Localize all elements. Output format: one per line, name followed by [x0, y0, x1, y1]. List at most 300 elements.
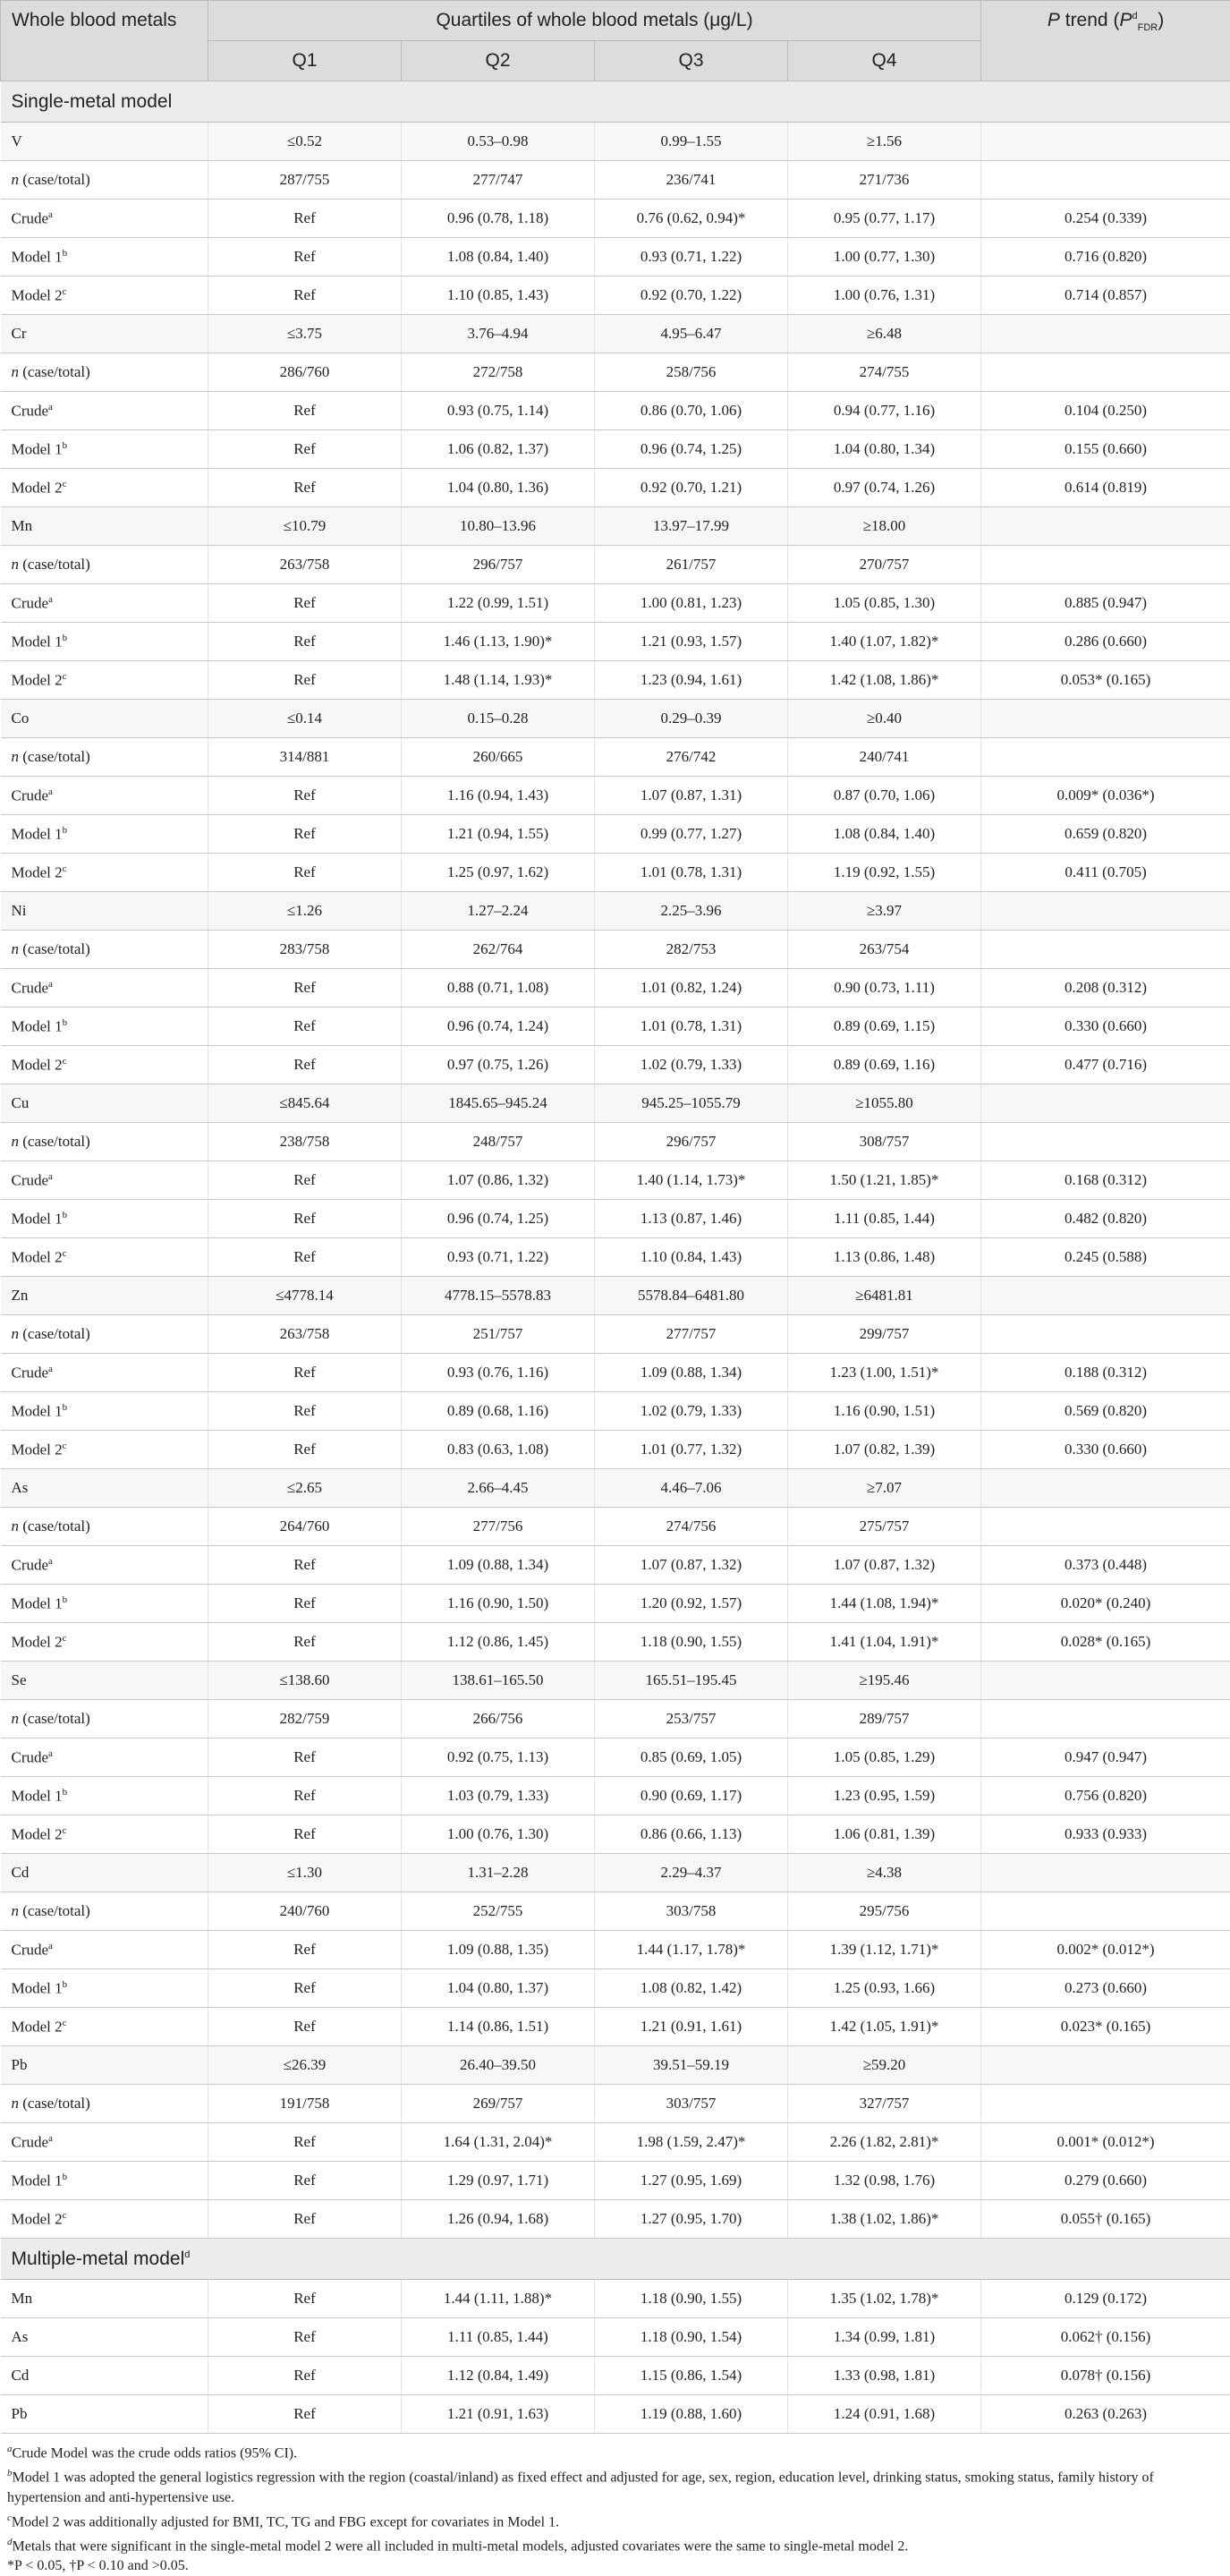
- model-1-row: [1, 1585, 1230, 1623]
- case-total-row: [1, 1315, 1230, 1354]
- odds-ratio-value: 1.34 (0.99, 1.81): [788, 2318, 981, 2357]
- p-trend-value: 0.188 (0.312): [981, 1354, 1230, 1392]
- crude-label: [1, 969, 208, 1007]
- odds-ratio-value: 1.20 (0.92, 1.57): [595, 1585, 788, 1623]
- case-total-label-text: n: [12, 1325, 20, 1342]
- odds-ratio-value: 0.95 (0.77, 1.17): [788, 200, 981, 238]
- quartile-range: ≤1.30: [208, 1854, 402, 1892]
- metal-row-se: [1, 1662, 1230, 1700]
- odds-ratio-value: 1.08 (0.82, 1.42): [595, 1969, 788, 2008]
- odds-ratio-value: 1.13 (0.86, 1.48): [788, 1238, 981, 1277]
- crude-label: [1, 1354, 208, 1392]
- case-total-value: 287/755: [208, 161, 402, 200]
- quartile-range: ≤138.60: [208, 1662, 402, 1700]
- p-trend-value: 0.254 (0.339): [981, 200, 1230, 238]
- p-trend-value: 0.023* (0.165): [981, 2008, 1230, 2046]
- metal-name: Co: [1, 700, 208, 738]
- model-1-label-text: Model 1: [12, 825, 63, 842]
- p-trend-value: 0.104 (0.250): [981, 392, 1230, 430]
- multi-metal-row-cd: [1, 2357, 1230, 2395]
- model-1-label-footnote-mark: b: [63, 1594, 68, 1605]
- odds-ratio-value: 1.02 (0.79, 1.33): [595, 1392, 788, 1431]
- p-trend-value: 0.373 (0.448): [981, 1546, 1230, 1585]
- case-total-value: 271/736: [788, 161, 981, 200]
- odds-ratio-value: 1.23 (0.95, 1.59): [788, 1777, 981, 1815]
- crude-label-text: Crude: [12, 786, 49, 803]
- odds-ratio-value: Ref: [208, 1046, 402, 1084]
- odds-ratio-value: 1.16 (0.94, 1.43): [402, 777, 595, 815]
- model-2-label-footnote-mark: c: [63, 1441, 67, 1451]
- case-total-value: 296/757: [595, 1123, 788, 1161]
- model-1-label-text: Model 1: [12, 248, 63, 265]
- crude-label: [1, 1931, 208, 1969]
- model-2-row: [1, 2200, 1230, 2239]
- model-2-row: [1, 1238, 1230, 1277]
- quartile-range: 10.80–13.96: [402, 507, 595, 546]
- empty-cell: [981, 546, 1230, 584]
- quartile-range: ≤0.14: [208, 700, 402, 738]
- metal-name: Pb: [1, 2046, 208, 2085]
- quartile-range: ≥7.07: [788, 1469, 981, 1508]
- odds-ratio-value: 1.04 (0.80, 1.36): [402, 469, 595, 507]
- header-q1: Q1: [208, 41, 402, 81]
- odds-ratio-value: 1.40 (1.07, 1.82)*: [788, 623, 981, 661]
- empty-cell: [981, 1854, 1230, 1892]
- case-total-value: 191/758: [208, 2085, 402, 2123]
- odds-ratio-value: 1.27 (0.95, 1.70): [595, 2200, 788, 2239]
- quartile-range: 138.61–165.50: [402, 1662, 595, 1700]
- case-total-label: [1, 1892, 208, 1931]
- odds-ratio-value: 0.92 (0.70, 1.21): [595, 469, 788, 507]
- case-total-value: 289/757: [788, 1700, 981, 1739]
- case-total-value: 274/755: [788, 353, 981, 392]
- odds-ratio-value: 1.42 (1.08, 1.86)*: [788, 661, 981, 700]
- model-2-row: [1, 661, 1230, 700]
- model-2-label: [1, 1623, 208, 1662]
- crude-row: [1, 2123, 1230, 2162]
- odds-ratio-value: 1.00 (0.77, 1.30): [788, 238, 981, 276]
- odds-ratio-value: 1.41 (1.04, 1.91)*: [788, 1623, 981, 1662]
- case-total-value: 295/756: [788, 1892, 981, 1931]
- model-2-label: [1, 854, 208, 892]
- table-body: [1, 81, 1230, 2434]
- case-total-row: [1, 1508, 1230, 1546]
- odds-ratio-value: 1.21 (0.91, 1.61): [595, 2008, 788, 2046]
- quartile-range: ≥4.38: [788, 1854, 981, 1892]
- model-1-label-footnote-mark: b: [63, 2172, 68, 2182]
- case-total-value: 270/757: [788, 546, 981, 584]
- case-total-row: [1, 1123, 1230, 1161]
- model-1-label: [1, 1200, 208, 1238]
- odds-ratio-value: Ref: [208, 200, 402, 238]
- model-1-label-footnote-mark: b: [63, 248, 68, 259]
- model-1-label-footnote-mark: b: [63, 825, 68, 836]
- case-total-value: 264/760: [208, 1508, 402, 1546]
- quartile-range: ≤1.26: [208, 892, 402, 931]
- crude-row: [1, 1354, 1230, 1392]
- header-quartiles: Quartiles of whole blood metals (μg/L): [208, 1, 981, 41]
- model-1-label-footnote-mark: b: [63, 1017, 68, 1028]
- model-1-label-footnote-mark: b: [63, 633, 68, 643]
- crude-label-text: Crude: [12, 209, 49, 226]
- metal-row-co: [1, 700, 1230, 738]
- crude-label-footnote-mark: a: [48, 1941, 53, 1951]
- model-2-row: [1, 1815, 1230, 1854]
- header-q4: Q4: [788, 41, 981, 81]
- odds-ratio-value: 1.22 (0.99, 1.51): [402, 584, 595, 623]
- case-total-label-suffix: (case/total): [19, 556, 90, 573]
- metal-name: Pb: [1, 2395, 208, 2434]
- crude-label-text: Crude: [12, 594, 49, 611]
- empty-cell: [981, 2085, 1230, 2123]
- crude-label: [1, 1161, 208, 1200]
- odds-ratio-value: 0.96 (0.78, 1.18): [402, 200, 595, 238]
- crude-label: [1, 777, 208, 815]
- empty-cell: [981, 1892, 1230, 1931]
- footnote: [7, 2532, 1223, 2556]
- crude-label-text: Crude: [12, 1748, 49, 1765]
- odds-ratio-value: Ref: [208, 1238, 402, 1277]
- model-2-label-footnote-mark: c: [63, 863, 67, 874]
- model-2-label-text: Model 2: [12, 1056, 63, 1073]
- header-q3: Q3: [595, 41, 788, 81]
- case-total-value: 240/760: [208, 1892, 402, 1931]
- case-total-value: 308/757: [788, 1123, 981, 1161]
- quartile-range: 3.76–4.94: [402, 315, 595, 353]
- case-total-label: [1, 1700, 208, 1739]
- model-1-label: [1, 238, 208, 276]
- model-2-label-text: Model 2: [12, 286, 63, 303]
- footnote-text: Crude Model was the crude odds ratios (95% CI).: [13, 2445, 298, 2461]
- p-trend-value: 0.569 (0.820): [981, 1392, 1230, 1431]
- crude-label: [1, 1546, 208, 1585]
- odds-ratio-value: 1.21 (0.94, 1.55): [402, 815, 595, 854]
- model-1-row: [1, 1200, 1230, 1238]
- p-trend-value: 0.286 (0.660): [981, 623, 1230, 661]
- odds-ratio-value: 0.86 (0.70, 1.06): [595, 392, 788, 430]
- odds-ratio-value: 1.48 (1.14, 1.93)*: [402, 661, 595, 700]
- model-1-label: [1, 1007, 208, 1046]
- quartile-range: ≤4778.14: [208, 1277, 402, 1315]
- odds-ratio-value: Ref: [208, 1392, 402, 1431]
- metal-row-v: [1, 123, 1230, 161]
- case-total-value: 299/757: [788, 1315, 981, 1354]
- odds-ratio-value: Ref: [208, 430, 402, 469]
- crude-row: [1, 1739, 1230, 1777]
- model-1-row: [1, 2162, 1230, 2200]
- case-total-value: 261/757: [595, 546, 788, 584]
- odds-ratio-value: 1.01 (0.78, 1.31): [595, 1007, 788, 1046]
- multiple-metal-title-text: Multiple-metal model: [12, 2249, 185, 2269]
- model-1-label-text: Model 1: [12, 1210, 63, 1227]
- odds-ratio-value: 1.10 (0.84, 1.43): [595, 1238, 788, 1277]
- empty-cell: [981, 2046, 1230, 2085]
- odds-ratio-value: 1.24 (0.91, 1.68): [788, 2395, 981, 2434]
- model-2-label-footnote-mark: c: [63, 286, 67, 297]
- case-total-value: 283/758: [208, 931, 402, 969]
- model-1-label-text: Model 1: [12, 1017, 63, 1034]
- odds-ratio-value: 1.05 (0.85, 1.30): [788, 584, 981, 623]
- quartile-range: 0.15–0.28: [402, 700, 595, 738]
- quartile-range: 4.95–6.47: [595, 315, 788, 353]
- model-1-row: [1, 238, 1230, 276]
- case-total-value: 260/665: [402, 738, 595, 777]
- odds-ratio-value: Ref: [208, 1623, 402, 1662]
- quartile-range: 0.53–0.98: [402, 123, 595, 161]
- header-q2: Q2: [402, 41, 595, 81]
- case-total-label-text: n: [12, 940, 20, 957]
- case-total-label-text: n: [12, 1902, 20, 1919]
- odds-ratio-value: Ref: [208, 238, 402, 276]
- p-trend-value: 0.482 (0.820): [981, 1200, 1230, 1238]
- multi-metal-row-as: [1, 2318, 1230, 2357]
- odds-ratio-value: 1.50 (1.21, 1.85)*: [788, 1161, 981, 1200]
- odds-ratio-value: Ref: [208, 1161, 402, 1200]
- odds-ratio-value: 1.98 (1.59, 2.47)*: [595, 2123, 788, 2162]
- model-1-label: [1, 1777, 208, 1815]
- case-total-value: 274/756: [595, 1508, 788, 1546]
- header-p-trend: [981, 1, 1230, 81]
- odds-ratio-value: 1.16 (0.90, 1.50): [402, 1585, 595, 1623]
- case-total-label: [1, 2085, 208, 2123]
- odds-ratio-value: 0.99 (0.77, 1.27): [595, 815, 788, 854]
- case-total-row: [1, 161, 1230, 200]
- case-total-label-text: n: [12, 1133, 20, 1150]
- p-trend-value: 0.716 (0.820): [981, 238, 1230, 276]
- empty-cell: [981, 738, 1230, 777]
- p-trend-value: 0.933 (0.933): [981, 1815, 1230, 1854]
- quartile-range: 165.51–195.45: [595, 1662, 788, 1700]
- empty-cell: [981, 892, 1230, 931]
- empty-cell: [981, 931, 1230, 969]
- quartile-range: 0.29–0.39: [595, 700, 788, 738]
- case-total-value: 236/741: [595, 161, 788, 200]
- case-total-value: 240/741: [788, 738, 981, 777]
- crude-label-footnote-mark: a: [48, 209, 53, 220]
- model-2-label-footnote-mark: c: [63, 1248, 67, 1259]
- model-1-row: [1, 815, 1230, 854]
- odds-ratio-value: 1.21 (0.91, 1.63): [402, 2395, 595, 2434]
- odds-ratio-value: 1.00 (0.81, 1.23): [595, 584, 788, 623]
- model-2-row: [1, 276, 1230, 315]
- odds-ratio-value: Ref: [208, 2008, 402, 2046]
- case-total-label-suffix: (case/total): [19, 2095, 90, 2112]
- quartile-range: ≤0.52: [208, 123, 402, 161]
- odds-ratio-value: 1.10 (0.85, 1.43): [402, 276, 595, 315]
- odds-ratio-value: Ref: [208, 2395, 402, 2434]
- model-2-label-footnote-mark: c: [63, 1633, 67, 1644]
- odds-ratio-value: 1.38 (1.02, 1.86)*: [788, 2200, 981, 2239]
- case-total-value: 258/756: [595, 353, 788, 392]
- odds-ratio-value: 0.93 (0.71, 1.22): [595, 238, 788, 276]
- footnote-mark: a: [7, 2444, 13, 2454]
- odds-ratio-value: 1.01 (0.77, 1.32): [595, 1431, 788, 1469]
- header-p-italic: P: [1048, 10, 1060, 30]
- crude-label: [1, 584, 208, 623]
- odds-ratio-value: 0.97 (0.74, 1.26): [788, 469, 981, 507]
- p-trend-value: 0.155 (0.660): [981, 430, 1230, 469]
- quartile-range: ≤2.65: [208, 1469, 402, 1508]
- empty-cell: [981, 1700, 1230, 1739]
- model-1-label-text: Model 1: [12, 633, 63, 650]
- model-2-label-footnote-mark: c: [63, 479, 67, 489]
- odds-ratio-value: 1.39 (1.12, 1.71)*: [788, 1931, 981, 1969]
- multiple-metal-section-title: [1, 2239, 1230, 2280]
- footnote: [7, 2508, 1223, 2532]
- odds-ratio-value: Ref: [208, 1815, 402, 1854]
- empty-cell: [981, 1469, 1230, 1508]
- model-1-label: [1, 815, 208, 854]
- crude-row: [1, 392, 1230, 430]
- model-1-label-text: Model 1: [12, 1402, 63, 1419]
- p-trend-value: 0.279 (0.660): [981, 2162, 1230, 2200]
- case-total-row: [1, 546, 1230, 584]
- metal-row-cr: [1, 315, 1230, 353]
- metal-row-cu: [1, 1084, 1230, 1123]
- model-2-row: [1, 469, 1230, 507]
- model-1-row: [1, 1007, 1230, 1046]
- case-total-value: 275/757: [788, 1508, 981, 1546]
- odds-ratio-value: 1.23 (0.94, 1.61): [595, 661, 788, 700]
- p-trend-value: 0.168 (0.312): [981, 1161, 1230, 1200]
- p-trend-value: 0.885 (0.947): [981, 584, 1230, 623]
- footnote-text: Model 2 was additionally adjusted for BMI, TC, TG and FBG except for covariates in Model 1.: [12, 2514, 559, 2529]
- metal-name: Ni: [1, 892, 208, 931]
- crude-label-footnote-mark: a: [48, 1171, 53, 1182]
- p-trend-value: 0.714 (0.857): [981, 276, 1230, 315]
- multiple-metal-section: [1, 2239, 1230, 2280]
- model-1-row: [1, 1392, 1230, 1431]
- case-total-label-suffix: (case/total): [19, 1518, 90, 1535]
- quartile-range: 5578.84–6481.80: [595, 1277, 788, 1315]
- odds-ratio-value: 0.85 (0.69, 1.05): [595, 1739, 788, 1777]
- odds-ratio-value: Ref: [208, 1431, 402, 1469]
- odds-ratio-value: 1.14 (0.86, 1.51): [402, 2008, 595, 2046]
- case-total-row: [1, 931, 1230, 969]
- case-total-label-suffix: (case/total): [19, 1325, 90, 1342]
- odds-ratio-value: 1.07 (0.87, 1.32): [788, 1546, 981, 1585]
- odds-ratio-value: Ref: [208, 392, 402, 430]
- crude-label-text: Crude: [12, 402, 49, 419]
- odds-ratio-value: 1.06 (0.81, 1.39): [788, 1815, 981, 1854]
- empty-cell: [981, 1084, 1230, 1123]
- case-total-row: [1, 1700, 1230, 1739]
- odds-ratio-value: Ref: [208, 969, 402, 1007]
- case-total-label-text: n: [12, 556, 20, 573]
- footnote: [7, 2463, 1223, 2507]
- p-trend-value: 0.245 (0.588): [981, 1238, 1230, 1277]
- odds-ratio-value: 1.21 (0.93, 1.57): [595, 623, 788, 661]
- odds-ratio-value: 0.97 (0.75, 1.26): [402, 1046, 595, 1084]
- model-2-row: [1, 2008, 1230, 2046]
- odds-ratio-value: 1.11 (0.85, 1.44): [402, 2318, 595, 2357]
- header-fdr-sup: d: [1132, 11, 1137, 21]
- odds-ratio-value: 1.12 (0.86, 1.45): [402, 1623, 595, 1662]
- odds-ratio-value: 1.46 (1.13, 1.90)*: [402, 623, 595, 661]
- odds-ratio-value: 1.25 (0.93, 1.66): [788, 1969, 981, 2008]
- metal-name: Cd: [1, 2357, 208, 2395]
- crude-row: [1, 1161, 1230, 1200]
- crude-row: [1, 777, 1230, 815]
- crude-label-text: Crude: [12, 979, 49, 996]
- odds-ratio-value: 1.23 (1.00, 1.51)*: [788, 1354, 981, 1392]
- odds-ratio-value: Ref: [208, 469, 402, 507]
- case-total-label: [1, 1123, 208, 1161]
- odds-ratio-value: Ref: [208, 1777, 402, 1815]
- case-total-label-text: n: [12, 1710, 20, 1727]
- model-1-label: [1, 2162, 208, 2200]
- model-2-row: [1, 1046, 1230, 1084]
- case-total-label-suffix: (case/total): [19, 363, 90, 380]
- case-total-value: 296/757: [402, 546, 595, 584]
- metal-name: Mn: [1, 2280, 208, 2318]
- metal-name: As: [1, 1469, 208, 1508]
- crude-label: [1, 2123, 208, 2162]
- odds-ratio-value: 1.35 (1.02, 1.78)*: [788, 2280, 981, 2318]
- empty-cell: [981, 1662, 1230, 1700]
- case-total-label-suffix: (case/total): [19, 1902, 90, 1919]
- crude-label-footnote-mark: a: [48, 2133, 53, 2144]
- crude-label: [1, 392, 208, 430]
- empty-cell: [981, 1508, 1230, 1546]
- case-total-label-text: n: [12, 2095, 20, 2112]
- odds-ratio-value: 1.07 (0.82, 1.39): [788, 1431, 981, 1469]
- model-2-label-text: Model 2: [12, 1633, 63, 1650]
- case-total-label-suffix: (case/total): [19, 171, 90, 188]
- case-total-label-text: n: [12, 363, 20, 380]
- empty-cell: [981, 1277, 1230, 1315]
- odds-ratio-value: 1.01 (0.78, 1.31): [595, 854, 788, 892]
- crude-label-text: Crude: [12, 1556, 49, 1573]
- metal-row-mn: [1, 507, 1230, 546]
- model-2-label-text: Model 2: [12, 671, 63, 688]
- case-total-label: [1, 1508, 208, 1546]
- case-total-label: [1, 353, 208, 392]
- model-1-label-footnote-mark: b: [63, 1210, 68, 1220]
- metal-name: Cd: [1, 1854, 208, 1892]
- table-header: [1, 1, 1230, 81]
- crude-label-footnote-mark: a: [48, 402, 53, 412]
- model-2-label-text: Model 2: [12, 1441, 63, 1458]
- model-1-label: [1, 1392, 208, 1431]
- odds-ratio-value: 1.07 (0.87, 1.32): [595, 1546, 788, 1585]
- model-1-label: [1, 1969, 208, 2008]
- case-total-label: [1, 546, 208, 584]
- model-2-label: [1, 2008, 208, 2046]
- odds-ratio-value: Ref: [208, 1585, 402, 1623]
- odds-ratio-value: 0.96 (0.74, 1.25): [402, 1200, 595, 1238]
- case-total-row: [1, 2085, 1230, 2123]
- single-metal-section-title: Single-metal model: [1, 81, 1230, 123]
- odds-ratio-value: 1.15 (0.86, 1.54): [595, 2357, 788, 2395]
- footnote: [7, 2439, 1223, 2463]
- case-total-value: 263/758: [208, 546, 402, 584]
- empty-cell: [981, 161, 1230, 200]
- odds-ratio-value: 0.83 (0.63, 1.08): [402, 1431, 595, 1469]
- case-total-row: [1, 738, 1230, 777]
- odds-ratio-value: Ref: [208, 1007, 402, 1046]
- case-total-label: [1, 738, 208, 777]
- odds-ratio-value: 1.07 (0.86, 1.32): [402, 1161, 595, 1200]
- crude-label-text: Crude: [12, 1364, 49, 1381]
- empty-cell: [981, 353, 1230, 392]
- model-2-label-text: Model 2: [12, 2018, 63, 2035]
- odds-ratio-value: Ref: [208, 2200, 402, 2239]
- model-1-label-footnote-mark: b: [63, 440, 68, 451]
- model-1-row: [1, 1969, 1230, 2008]
- p-trend-value: 0.208 (0.312): [981, 969, 1230, 1007]
- quartile-range: 4778.15–5578.83: [402, 1277, 595, 1315]
